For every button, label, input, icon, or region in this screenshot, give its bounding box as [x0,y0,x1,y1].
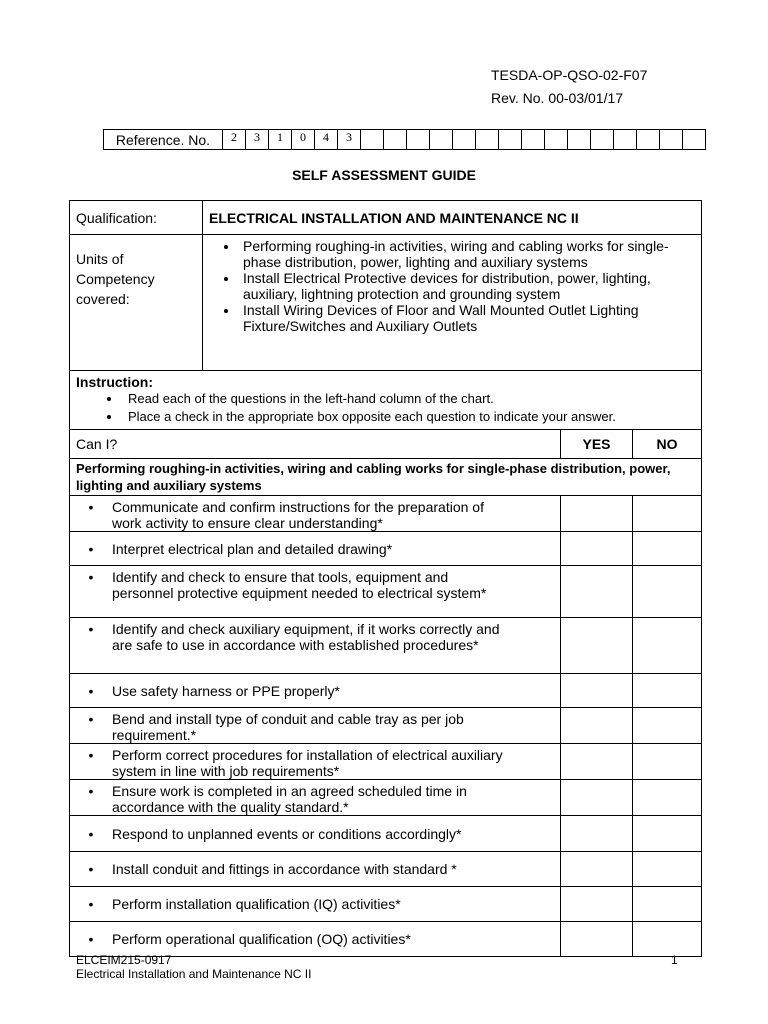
question-text: Communicate and confirm instructions for the preparation of work activity to ensure clear understanding* [112,499,484,531]
question-cell [70,816,561,852]
reference-digit-box[interactable] [453,130,476,150]
question-cell [70,780,561,816]
bullet-icon: • [88,540,94,557]
question-row [70,566,702,618]
question-cell [70,674,561,708]
bullet-icon: • [88,711,94,727]
unit-item: • Install Wiring Devices of Floor and Wall Mounted Outlet Lighting Fixture/Switches and Auxiliary Outlets [239,302,701,334]
reference-digit-box[interactable] [407,130,430,150]
question-cell [70,708,561,744]
question-row [70,816,702,852]
reference-row [104,130,706,150]
qualification-value: ELECTRICAL INSTALLATION AND MAINTENANCE NC II [203,201,702,235]
question-cell [70,496,561,532]
no-checkbox[interactable] [633,922,702,957]
reference-digit-box[interactable] [384,130,407,150]
instruction-label: Instruction: [76,374,153,390]
question-cell [70,744,561,780]
reference-digit-box[interactable]: 2 [223,130,246,150]
units-cell [203,235,702,371]
footer-doc-code: ELCEIM215-0917 [76,953,172,967]
yes-checkbox[interactable] [561,496,633,532]
reference-digit-box[interactable] [522,130,545,150]
question-row [70,708,702,744]
bullet-icon: • [88,621,94,637]
column-header-row [70,430,702,459]
units-row [70,235,702,371]
question-text: Perform operational qualification (OQ) activities* [112,931,411,947]
column-no: NO [633,430,702,459]
no-checkbox[interactable] [633,780,702,816]
reference-digit-box[interactable] [430,130,453,150]
instruction-list [76,390,695,426]
question-text: Identify and check auxiliary equipment, if it works correctly and are safe to use in accordance with established procedures* [112,621,500,653]
question-text: Ensure work is completed in an agreed scheduled time in accordance with the quality standard.* [112,783,467,815]
units-label: Units of Competency covered: [70,235,203,371]
question-rows [70,496,702,957]
question-text: Identify and check to ensure that tools, equipment and personnel protective equipment needed to electrical system* [112,569,487,601]
instruction-item: • Place a check in the appropriate box opposite each question to indicate your answer. [122,408,695,426]
question-text: Interpret electrical plan and detailed drawing* [112,540,393,557]
footer-doc-title: Electrical Installation and Maintenance NC II [76,967,312,981]
question-text: Bend and install type of conduit and cable tray as per job requirement.* [112,711,464,743]
no-checkbox[interactable] [633,532,702,566]
question-row [70,852,702,887]
yes-checkbox[interactable] [561,744,633,780]
yes-checkbox[interactable] [561,618,633,674]
instruction-row [70,371,702,430]
reference-digit-box[interactable] [683,130,706,150]
yes-checkbox[interactable] [561,816,633,852]
reference-digit-box[interactable]: 4 [315,130,338,150]
qualification-row [70,201,702,235]
question-cell [70,532,561,566]
yes-checkbox[interactable] [561,780,633,816]
question-cell [70,922,561,957]
reference-digit-box[interactable] [545,130,568,150]
question-row [70,744,702,780]
question-row [70,780,702,816]
no-checkbox[interactable] [633,816,702,852]
question-row [70,496,702,532]
yes-checkbox[interactable] [561,887,633,922]
question-row [70,532,702,566]
question-row [70,887,702,922]
no-checkbox[interactable] [633,496,702,532]
column-yes: YES [561,430,633,459]
units-list [203,238,701,334]
unit-item: • Performing roughing-in activities, wiring and cabling works for single-phase distribution, power, lighting and auxiliary systems [239,238,701,270]
reference-digit-box[interactable]: 0 [292,130,315,150]
question-cell [70,887,561,922]
instruction-cell [70,371,702,430]
reference-digit-box[interactable]: 1 [269,130,292,150]
section-title-row [70,459,702,496]
bullet-icon: • [88,896,94,912]
section-title: Performing roughing-in activities, wiring and cabling works for single-phase distribution, power, lighting and auxiliary systems [70,459,702,496]
reference-digit-box[interactable] [591,130,614,150]
bullet-icon: • [88,569,94,585]
no-checkbox[interactable] [633,852,702,887]
question-cell [70,852,561,887]
bullet-icon: • [88,682,94,699]
question-text: Install conduit and fittings in accordance with standard * [112,861,457,877]
yes-checkbox[interactable] [561,852,633,887]
reference-digit-box[interactable]: 3 [338,130,361,150]
yes-checkbox[interactable] [561,922,633,957]
page-title: SELF ASSESSMENT GUIDE [292,167,476,183]
no-checkbox[interactable] [633,708,702,744]
yes-checkbox[interactable] [561,532,633,566]
reference-label: Reference. No. [104,130,223,150]
form-code: TESDA-OP-QSO-02-F07 [491,67,648,83]
bullet-icon: • [88,861,94,877]
reference-digit-box[interactable] [637,130,660,150]
reference-digit-box[interactable] [614,130,637,150]
reference-number-table [103,129,706,150]
no-checkbox[interactable] [633,674,702,708]
bullet-icon: • [88,825,94,842]
reference-digit-box[interactable] [660,130,683,150]
question-cell [70,618,561,674]
yes-checkbox[interactable] [561,566,633,618]
no-checkbox[interactable] [633,744,702,780]
reference-digit-box[interactable] [476,130,499,150]
bullet-icon: • [88,747,94,763]
question-row [70,922,702,957]
question-row [70,674,702,708]
no-checkbox[interactable] [633,618,702,674]
bullet-icon: • [88,931,94,947]
question-text: Use safety harness or PPE properly* [112,682,340,699]
question-cell [70,566,561,618]
yes-checkbox[interactable] [561,674,633,708]
question-text: Perform correct procedures for installation of electrical auxiliary system in line with job requirements* [112,747,503,779]
no-checkbox[interactable] [633,887,702,922]
no-checkbox[interactable] [633,566,702,618]
bullet-icon: • [88,783,94,799]
page-number: 1 [671,953,678,967]
question-text: Respond to unplanned events or conditions accordingly* [112,825,462,842]
reference-digit-box[interactable] [568,130,591,150]
qualification-label: Qualification: [70,201,203,235]
unit-item: • Install Electrical Protective devices for distribution, power, lighting, auxiliary, lightning protection and grounding system [239,270,701,302]
question-text: Perform installation qualification (IQ) activities* [112,896,401,912]
bullet-icon: • [88,499,94,515]
instruction-item: • Read each of the questions in the left-hand column of the chart. [122,390,695,408]
yes-checkbox[interactable] [561,708,633,744]
revision-number: Rev. No. 00-03/01/17 [491,90,624,106]
reference-digit-box[interactable] [361,130,384,150]
question-row [70,618,702,674]
reference-digit-box[interactable]: 3 [246,130,269,150]
assessment-table [69,200,702,957]
reference-digit-box[interactable] [499,130,522,150]
column-can-i: Can I? [70,430,561,459]
